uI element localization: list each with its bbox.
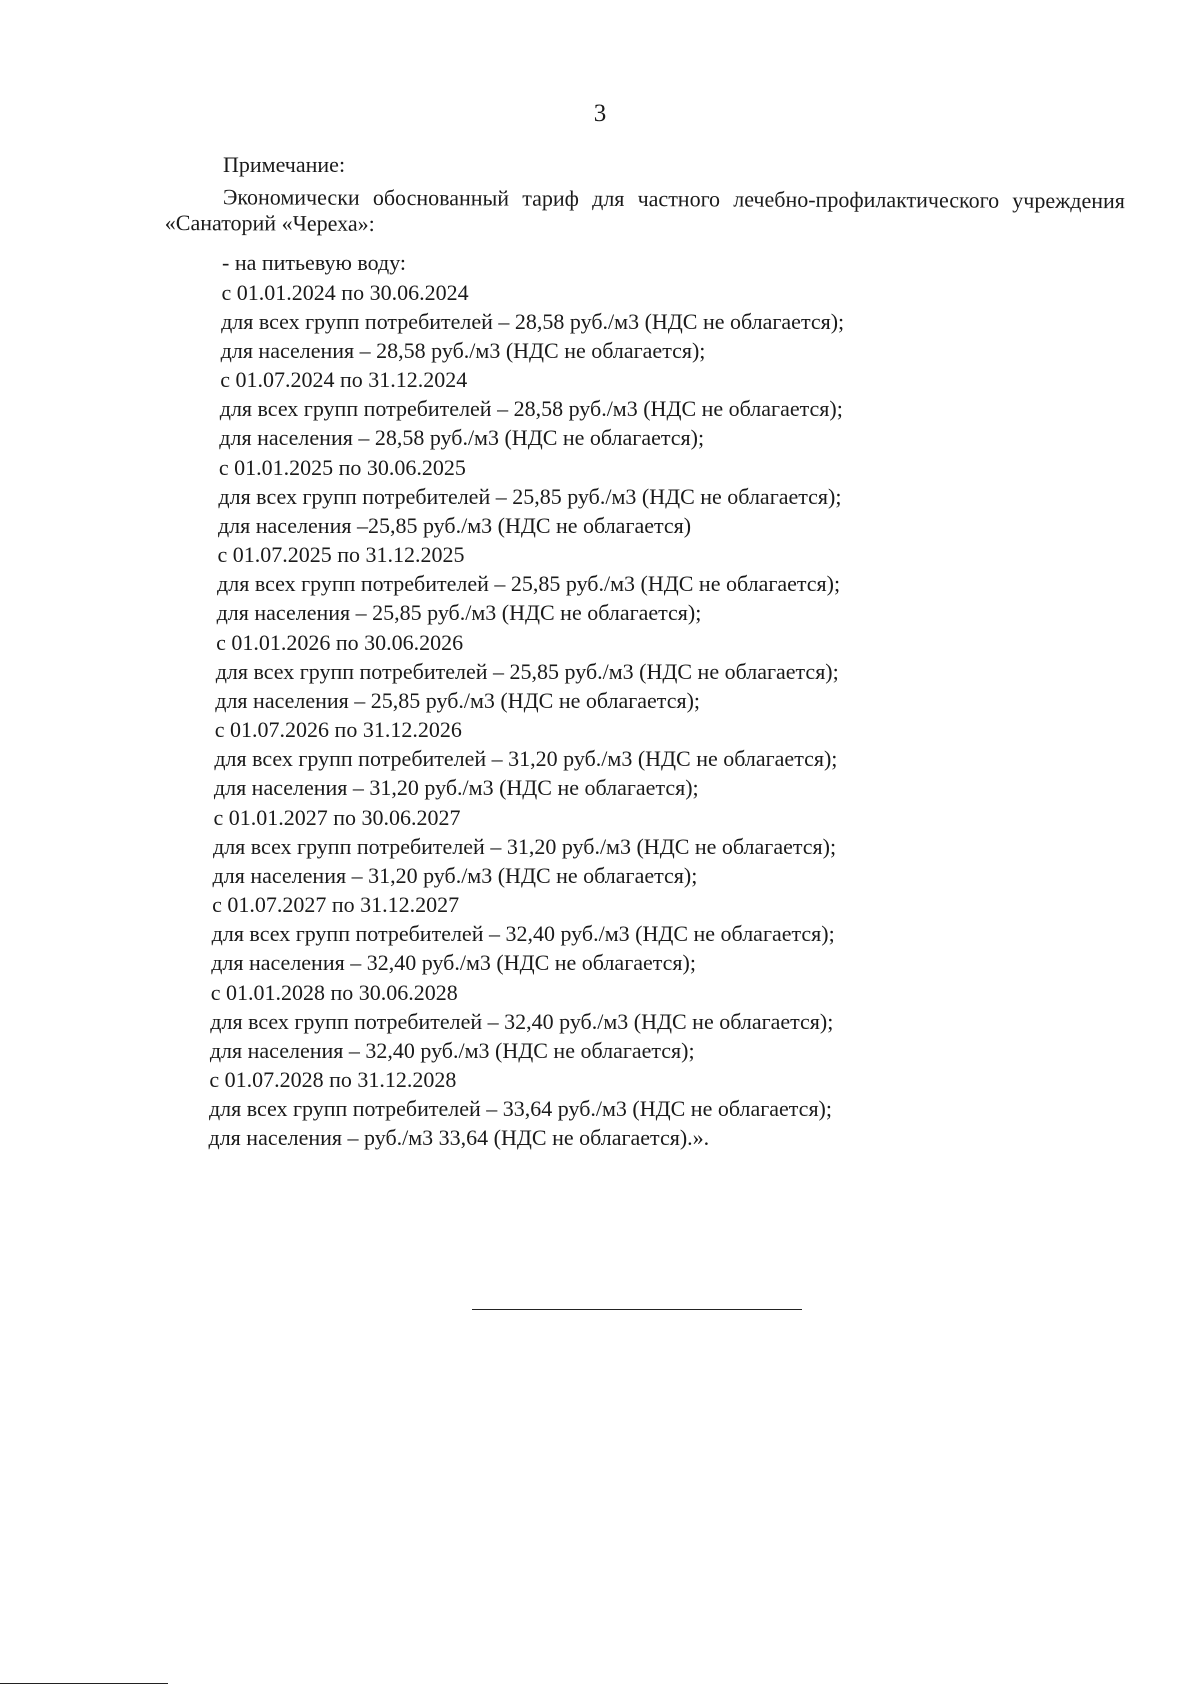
tariff-population: для населения – руб./м3 33,64 (НДС не облагается).». [208,1125,710,1150]
period-date: с 01.01.2026 по 30.06.2026 [216,629,464,655]
tariff-all-consumers: для всех групп потребителей – 31,20 руб./м3 (НДС не облагается); [214,746,838,771]
note-intro: Экономически обоснованный тариф для частного лечебно-профилактического учреждения «Санаторий «Череха»: [164,184,1125,236]
tariff-all-consumers: для всех групп потребителей – 25,85 руб./м3 (НДС не облагается); [218,483,842,509]
tariff-population: для населения – 28,58 руб./м3 (НДС не облагается); [219,425,705,450]
tariff-population: для населения – 32,40 руб./м3 (НДС не облагается); [211,950,696,975]
tariff-population: для населения – 31,20 руб./м3 (НДС не облагается); [212,862,698,888]
tariff-population: для населения – 31,20 руб./м3 (НДС не облагается); [213,775,699,800]
tariff-population: для населения –25,85 руб./м3 (НДС не облагается) [217,512,692,538]
period-date: с 01.01.2024 по 30.06.2024 [221,279,469,305]
tariff-all-consumers: для всех групп потребителей – 31,20 руб./м3 (НДС не облагается); [213,833,837,859]
tariff-all-consumers: для всех групп потребителей – 28,58 руб./м3 (НДС не облагается); [221,308,845,334]
tariff-population: для населения – 28,58 руб./м3 (НДС не облагается); [220,337,706,363]
tariff-all-consumers: для всех групп потребителей – 33,64 руб./м3 (НДС не облагается); [208,1096,832,1121]
note-title: Примечание: [223,152,346,177]
tariff-all-consumers: для всех групп потребителей – 32,40 руб./м3 (НДС не облагается); [211,921,835,946]
period-date: с 01.07.2026 по 31.12.2026 [214,717,462,742]
tariff-all-consumers: для всех групп потребителей – 28,58 руб./м3 (НДС не облагается); [219,396,843,421]
corner-rule [0,1683,168,1684]
water-subject: - на питьевую воду: [222,250,407,275]
tariff-all-consumers: для всех групп потребителей – 25,85 руб./м3 (НДС не облагается); [215,658,839,684]
period-date: с 01.01.2027 по 30.06.2027 [213,804,461,830]
tariff-population: для населения – 25,85 руб./м3 (НДС не облагается); [216,600,702,625]
period-date: с 01.07.2028 по 31.12.2028 [209,1067,457,1092]
tariff-population: для населения – 25,85 руб./м3 (НДС не облагается); [215,687,701,713]
tariff-all-consumers: для всех групп потребителей – 25,85 руб./м3 (НДС не облагается); [217,571,841,596]
tariff-all-consumers: для всех групп потребителей – 32,40 руб./м3 (НДС не облагается); [210,1008,834,1034]
period-date: с 01.01.2028 по 30.06.2028 [210,979,458,1005]
period-date: с 01.07.2024 по 31.12.2024 [220,367,468,392]
page-number: 3 [593,100,607,127]
period-date: с 01.07.2027 по 31.12.2027 [212,892,460,917]
period-date: с 01.07.2025 по 31.12.2025 [217,542,465,567]
tariff-population: для населения – 32,40 руб./м3 (НДС не облагается); [209,1037,695,1063]
period-date: с 01.01.2025 по 30.06.2025 [218,454,466,480]
closing-rule [472,1309,802,1310]
